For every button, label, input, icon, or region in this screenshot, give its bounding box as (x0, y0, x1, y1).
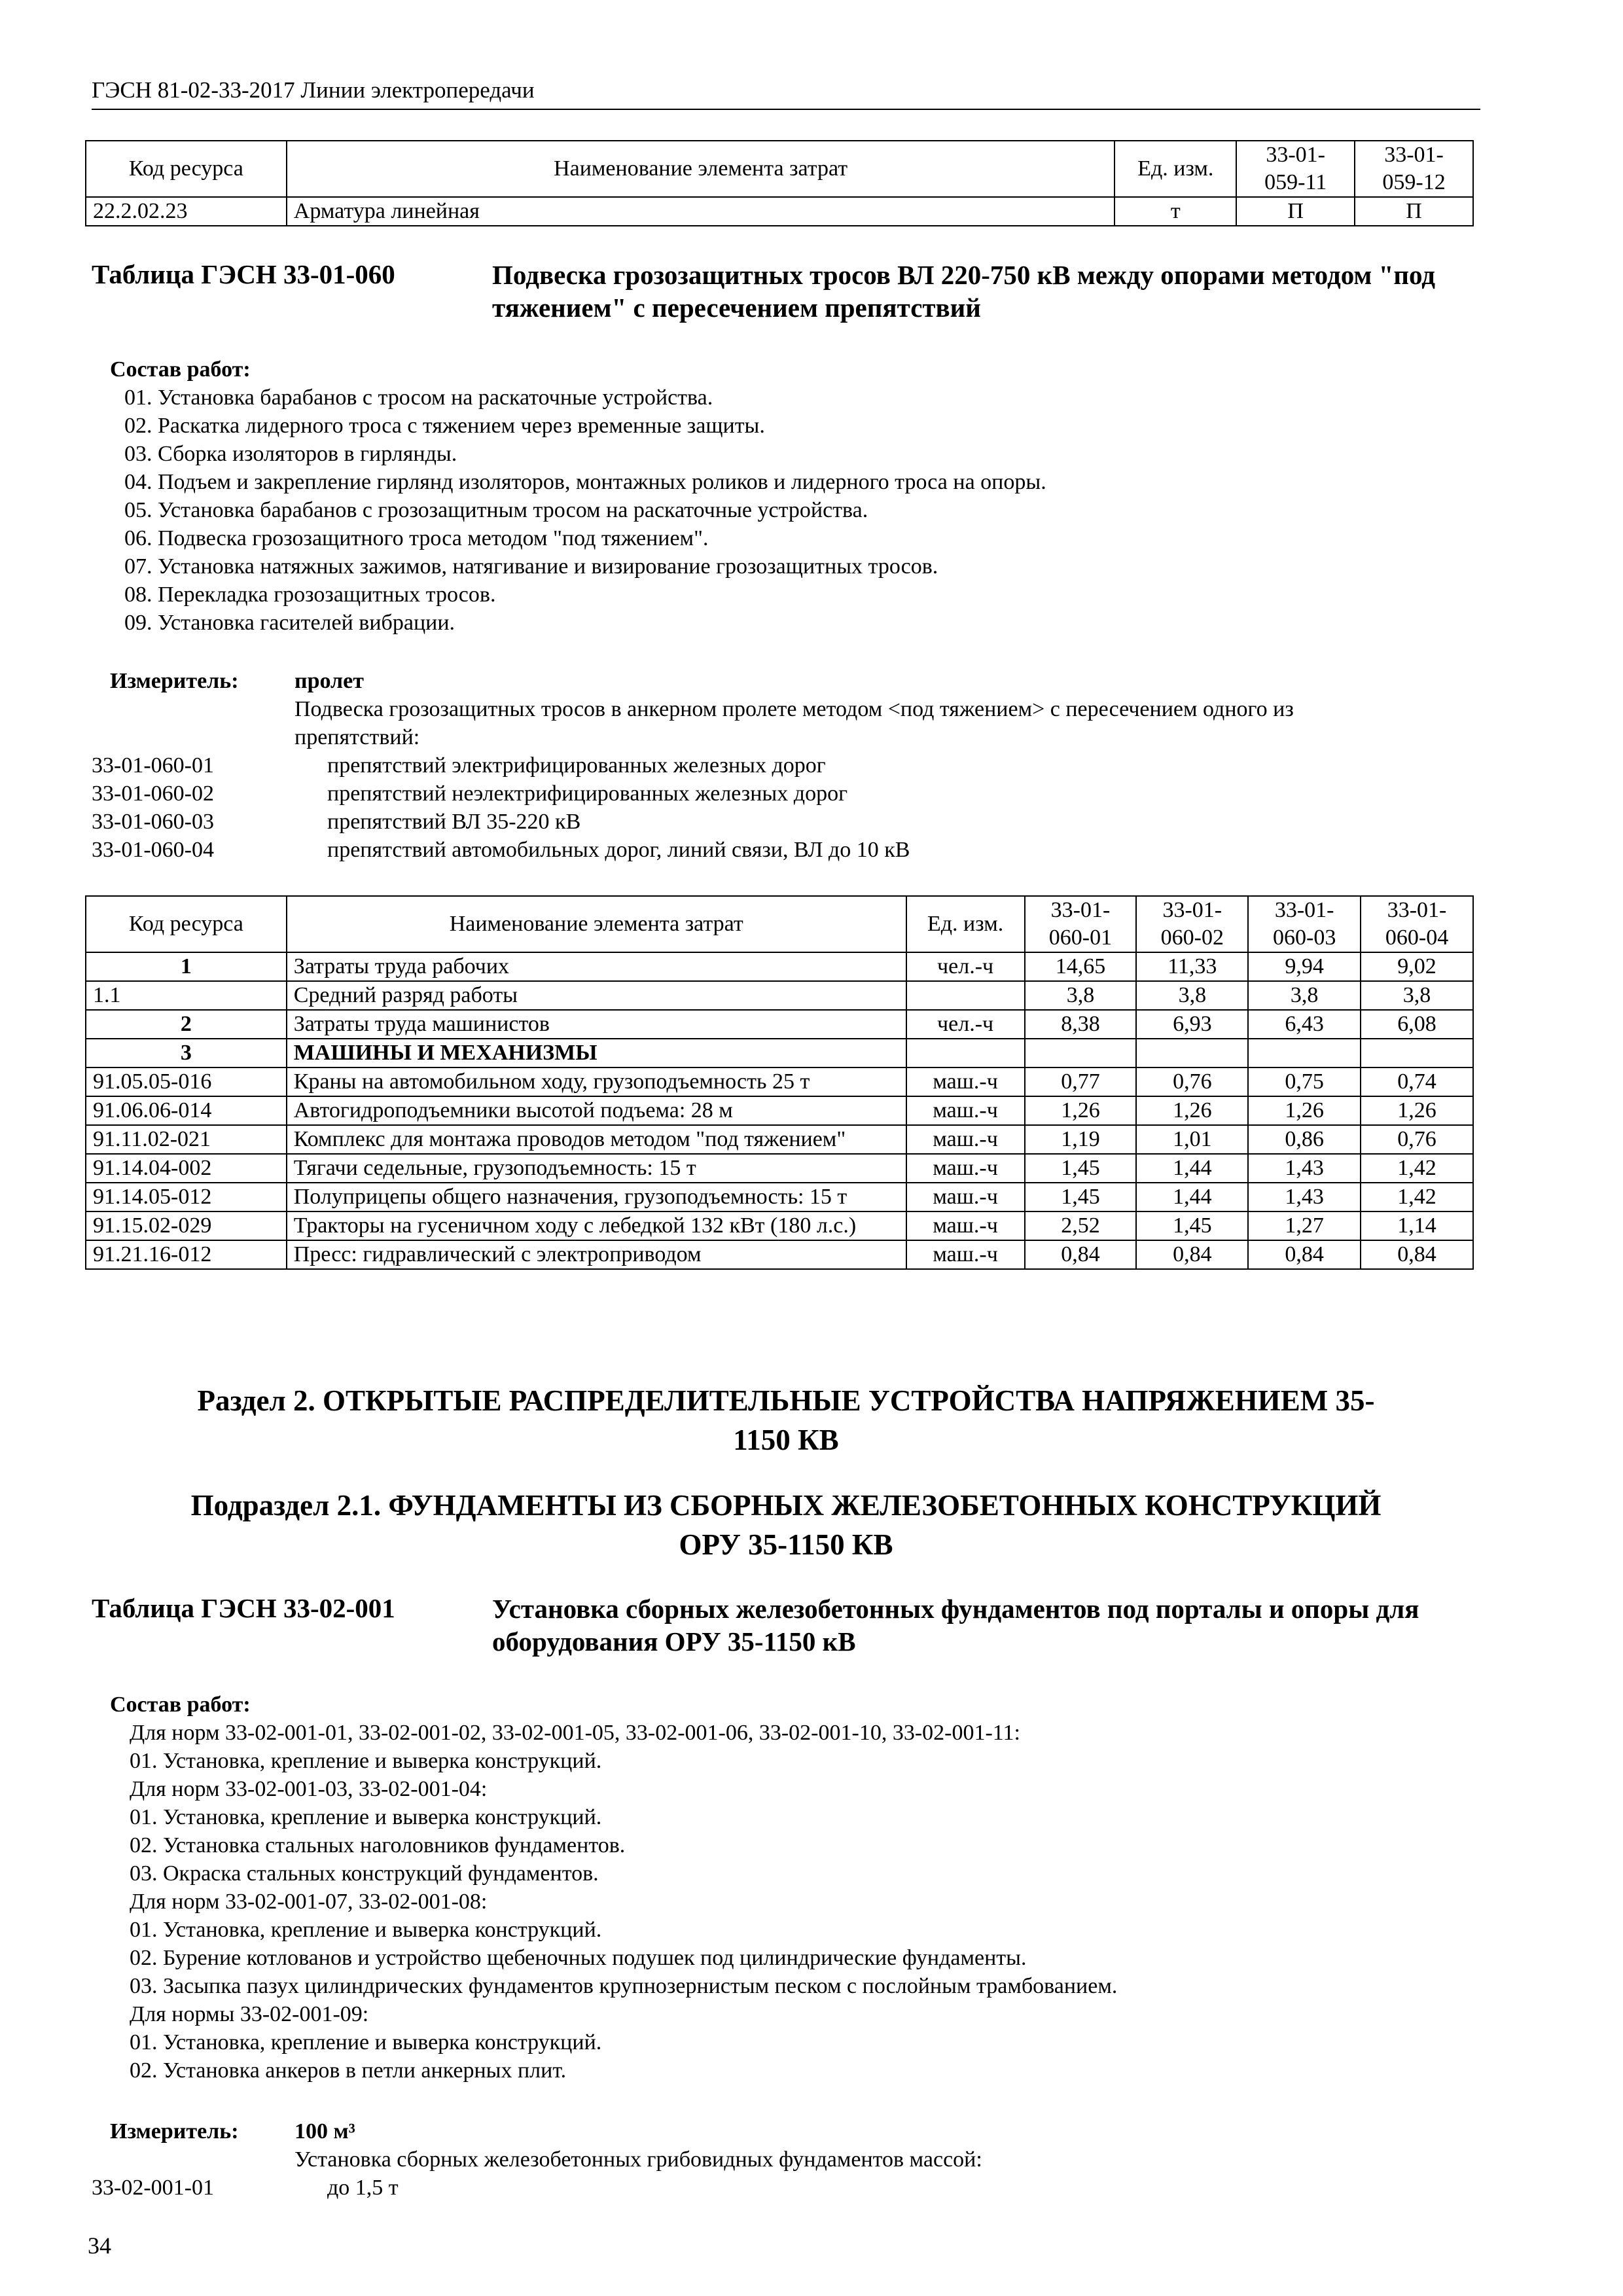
resource-name: Затраты труда машинистов (287, 1010, 906, 1039)
list-item: 01. Установка, крепление и выверка конструкций. (130, 1805, 602, 1829)
meter-description: Установка сборных железобетонных грибовидных фундаментов массой: (294, 2147, 982, 2172)
list-item: Для норм 33-02-001-07, 33-02-001-08: (130, 1890, 488, 1914)
resource-code: 91.15.02-029 (86, 1211, 287, 1240)
resource-value: 2,52 (1025, 1211, 1137, 1240)
resource-value: 1,44 (1136, 1154, 1248, 1183)
col-unit-header: Ед. изм. (1115, 141, 1236, 197)
resource-value: 1,26 (1361, 1096, 1473, 1125)
resource-name: Тягачи седельные, грузоподъемность: 15 т (287, 1154, 906, 1183)
resource-name: Краны на автомобильном ходу, грузоподъемность 25 т (287, 1067, 906, 1096)
table-row (86, 197, 1473, 226)
resource-code: 1 (86, 952, 287, 981)
meter-label: Измеритель: (110, 2119, 239, 2144)
list-item: 02. Раскатка лидерного троса с тяжением через временные защиты. (124, 414, 765, 438)
norm-row (92, 780, 214, 808)
meter-value: пролет (294, 669, 364, 693)
table-row (86, 981, 1473, 1010)
list-item: 01. Установка, крепление и выверка конструкций. (130, 2030, 602, 2054)
list-item: 02. Бурение котлованов и устройство щебеночных подушек под цилиндрические фундаменты. (130, 1946, 1027, 1970)
resource-value: 1,26 (1136, 1096, 1248, 1125)
resource-value (1361, 1039, 1473, 1067)
col-norm-header: 33-01- 059-11 (1236, 141, 1355, 197)
resource-value: 1,45 (1025, 1183, 1137, 1211)
table-row (86, 1211, 1473, 1240)
resource-value: 0,75 (1248, 1067, 1361, 1096)
resource-name: Автогидроподъемники высотой подъема: 28 м (287, 1096, 906, 1125)
resource-unit (906, 1039, 1025, 1067)
norm-text: препятствий неэлектрифицированных железных дорог (327, 781, 848, 806)
table-row (86, 1240, 1473, 1269)
list-item: 03. Сборка изоляторов в гирлянды. (124, 442, 457, 466)
resource-code: 2 (86, 1010, 287, 1039)
resource-code: 3 (86, 1039, 287, 1067)
resource-value: 3,8 (1136, 981, 1248, 1010)
resource-unit: т (1115, 197, 1236, 226)
resource-value: 1,43 (1248, 1154, 1361, 1183)
page-header: ГЭСН 81-02-33-2017 Линии электропередачи (92, 77, 1480, 110)
resource-value (1025, 1039, 1137, 1067)
resource-value: 1,42 (1361, 1183, 1473, 1211)
table-row (86, 1125, 1473, 1154)
section-title: Раздел 2. ОТКРЫТЫЕ РАСПРЕДЕЛИТЕЛЬНЫЕ УСТРОЙСТВА НАПРЯЖЕНИЕМ 35-1150 КВ (197, 1384, 1375, 1456)
norm-text: препятствий автомобильных дорог, линий связи, ВЛ до 10 кВ (327, 838, 910, 862)
resource-value: 1,19 (1025, 1125, 1137, 1154)
resource-unit: маш.-ч (906, 1183, 1025, 1211)
table-row (86, 1039, 1473, 1067)
list-item: 05. Установка барабанов с грозозащитным тросом на раскаточные устройства. (124, 498, 868, 522)
meter-value: 100 м³ (294, 2119, 355, 2144)
resource-name: Средний разряд работы (287, 981, 906, 1010)
resource-value: 0,84 (1361, 1240, 1473, 1269)
list-item: 09. Установка гасителей вибрации. (124, 611, 455, 635)
resource-value: 6,93 (1136, 1010, 1248, 1039)
list-item: 01. Установка барабанов с тросом на раскаточные устройства. (124, 386, 713, 410)
resource-table-059 (85, 140, 1474, 226)
norm-text: препятствий ВЛ 35-220 кВ (327, 810, 581, 834)
resource-value: 1,26 (1248, 1096, 1361, 1125)
resource-code: 91.11.02-021 (86, 1125, 287, 1154)
resource-value: 6,08 (1361, 1010, 1473, 1039)
resource-code: 91.21.16-012 (86, 1240, 287, 1269)
resource-value: 9,02 (1361, 952, 1473, 981)
norm-text: препятствий электрифицированных железных дорог (327, 753, 826, 778)
resource-unit: маш.-ч (906, 1125, 1025, 1154)
table-header-row (86, 896, 1473, 952)
works-list (130, 1719, 1117, 2085)
list-item: Для норм 33-02-001-03, 33-02-001-04: (130, 1777, 488, 1801)
resource-value: 0,76 (1361, 1125, 1473, 1154)
col-norm-header: 33-01- 060-01 (1025, 896, 1137, 952)
col-name-header: Наименование элемента затрат (287, 896, 906, 952)
resource-name: Полуприцепы общего назначения, грузоподъемность: 15 т (287, 1183, 906, 1211)
table-title-001 (92, 1592, 1486, 1664)
page-number: 34 (88, 2233, 111, 2259)
resource-value: 3,8 (1361, 981, 1473, 1010)
resource-value: 1,44 (1136, 1183, 1248, 1211)
resource-unit: маш.-ч (906, 1240, 1025, 1269)
resource-code: 91.06.06-014 (86, 1096, 287, 1125)
resource-value: 0,84 (1248, 1240, 1361, 1269)
table-number: Таблица ГЭСН 33-02-001 (92, 1593, 395, 1623)
resource-name: МАШИНЫ И МЕХАНИЗМЫ (287, 1039, 906, 1067)
norm-row (92, 751, 214, 780)
norm-text: до 1,5 т (327, 2176, 399, 2200)
resource-value: 0,84 (1136, 1240, 1248, 1269)
norm-code: 33-01-060-01 (92, 753, 214, 778)
resource-value: 9,94 (1248, 952, 1361, 981)
resource-value: 8,38 (1025, 1010, 1137, 1039)
resource-value: 1,45 (1025, 1154, 1137, 1183)
resource-value: 6,43 (1248, 1010, 1361, 1039)
resource-unit: чел.-ч (906, 1010, 1025, 1039)
list-item: 03. Засыпка пазух цилиндрических фундаментов крупнозернистым песком с послойным трамбованием. (130, 1974, 1118, 1998)
norm-row (92, 836, 214, 864)
list-item: Для нормы 33-02-001-09: (130, 2002, 369, 2026)
resource-code: 22.2.02.23 (86, 197, 287, 226)
col-name-header: Наименование элемента затрат (287, 141, 1115, 197)
resource-name: Тракторы на гусеничном ходу с лебедкой 132 кВт (180 л.с.) (287, 1211, 906, 1240)
col-norm-header: 33-01- 060-04 (1361, 896, 1473, 952)
norm-code: 33-01-060-04 (92, 838, 214, 862)
resource-unit: маш.-ч (906, 1067, 1025, 1096)
norm-code: 33-01-060-03 (92, 810, 214, 834)
col-norm-header: 33-01- 060-02 (1136, 896, 1248, 952)
resource-value: 0,77 (1025, 1067, 1137, 1096)
table-header-row (86, 141, 1473, 197)
resource-value: 1,27 (1248, 1211, 1361, 1240)
resource-value: 1,01 (1136, 1125, 1248, 1154)
list-item: 02. Установка стальных наголовников фундаментов. (130, 1833, 626, 1857)
list-item: 02. Установка анкеров в петли анкерных плит. (130, 2058, 567, 2083)
resource-value: 1,43 (1248, 1183, 1361, 1211)
resource-value: 1,42 (1361, 1154, 1473, 1183)
resource-code: 91.05.05-016 (86, 1067, 287, 1096)
list-item: 07. Установка натяжных зажимов, натягивание и визирование грозозащитных тросов. (124, 554, 938, 579)
list-item: 03. Окраска стальных конструкций фундаментов. (130, 1861, 599, 1886)
list-item: 08. Перекладка грозозащитных тросов. (124, 583, 496, 607)
resource-value: 14,65 (1025, 952, 1137, 981)
resource-code: 91.14.04-002 (86, 1154, 287, 1183)
resource-unit: чел.-ч (906, 952, 1025, 981)
resource-unit: маш.-ч (906, 1096, 1025, 1125)
works-label: Состав работ: (110, 1693, 251, 1717)
meter-label: Измеритель: (110, 669, 239, 693)
resource-value: П (1355, 197, 1473, 226)
table-row (86, 1067, 1473, 1096)
table-row (86, 952, 1473, 981)
list-item: 04. Подъем и закрепление гирлянд изоляторов, монтажных роликов и лидерного троса на опоры. (124, 470, 1046, 494)
resource-value: 11,33 (1136, 952, 1248, 981)
resource-value: 3,8 (1025, 981, 1137, 1010)
resource-unit (906, 981, 1025, 1010)
table-row (86, 1096, 1473, 1125)
table-name: Подвеска грозозащитных тросов ВЛ 220-750 кВ между опорами методом "под тяжением" с пересечением препятствий (492, 260, 1436, 323)
resource-value: П (1236, 197, 1355, 226)
resource-name: Затраты труда рабочих (287, 952, 906, 981)
norm-code: 33-02-001-01 (92, 2176, 214, 2200)
col-norm-header: 33-01- 060-03 (1248, 896, 1361, 952)
resource-name: Комплекс для монтажа проводов методом "под тяжением" (287, 1125, 906, 1154)
resource-value (1136, 1039, 1248, 1067)
list-item: 01. Установка, крепление и выверка конструкций. (130, 1918, 602, 1942)
col-code-header: Код ресурса (86, 896, 287, 952)
resource-code: 91.14.05-012 (86, 1183, 287, 1211)
norm-row (92, 808, 214, 836)
col-code-header: Код ресурса (86, 141, 287, 197)
table-row (86, 1010, 1473, 1039)
col-norm-header: 33-01- 059-12 (1355, 141, 1473, 197)
resource-value: 0,86 (1248, 1125, 1361, 1154)
table-name: Установка сборных железобетонных фундаментов под порталы и опоры для оборудования ОРУ 35-1150 кВ (492, 1594, 1419, 1657)
table-row (86, 1183, 1473, 1211)
resource-name: Арматура линейная (287, 197, 1115, 226)
works-list (124, 384, 1046, 637)
resource-value: 0,84 (1025, 1240, 1137, 1269)
resource-value: 0,74 (1361, 1067, 1473, 1096)
resource-table-060 (85, 895, 1474, 1270)
resource-unit: маш.-ч (906, 1211, 1025, 1240)
resource-unit: маш.-ч (906, 1154, 1025, 1183)
norm-code: 33-01-060-02 (92, 781, 214, 806)
list-item: Для норм 33-02-001-01, 33-02-001-02, 33-02-001-05, 33-02-001-06, 33-02-001-10, 33-02-001-11: (130, 1721, 1020, 1745)
resource-code: 1.1 (86, 981, 287, 1010)
resource-value: 0,76 (1136, 1067, 1248, 1096)
resource-value: 1,26 (1025, 1096, 1137, 1125)
list-item: 06. Подвеска грозозащитного троса методом "под тяжением". (124, 526, 709, 550)
meter-description: Подвеска грозозащитных тросов в анкерном пролете методом <под тяжением> с пересечением одного из препятствий: (294, 697, 1294, 749)
table-number: Таблица ГЭСН 33-01-060 (92, 259, 395, 289)
list-item: 01. Установка, крепление и выверка конструкций. (130, 1749, 602, 1773)
resource-value: 1,45 (1136, 1211, 1248, 1240)
resource-value (1248, 1039, 1361, 1067)
table-title-060 (92, 259, 1486, 331)
subsection-title: Подраздел 2.1. ФУНДАМЕНТЫ ИЗ СБОРНЫХ ЖЕЛЕЗОБЕТОННЫХ КОНСТРУКЦИЙ ОРУ 35-1150 КВ (190, 1489, 1382, 1561)
table-body (86, 952, 1473, 1269)
col-unit-header: Ед. изм. (906, 896, 1025, 952)
resource-name: Пресс: гидравлический с электроприводом (287, 1240, 906, 1269)
resource-value: 3,8 (1248, 981, 1361, 1010)
works-label: Состав работ: (110, 357, 251, 382)
resource-value: 1,14 (1361, 1211, 1473, 1240)
table-row (86, 1154, 1473, 1183)
